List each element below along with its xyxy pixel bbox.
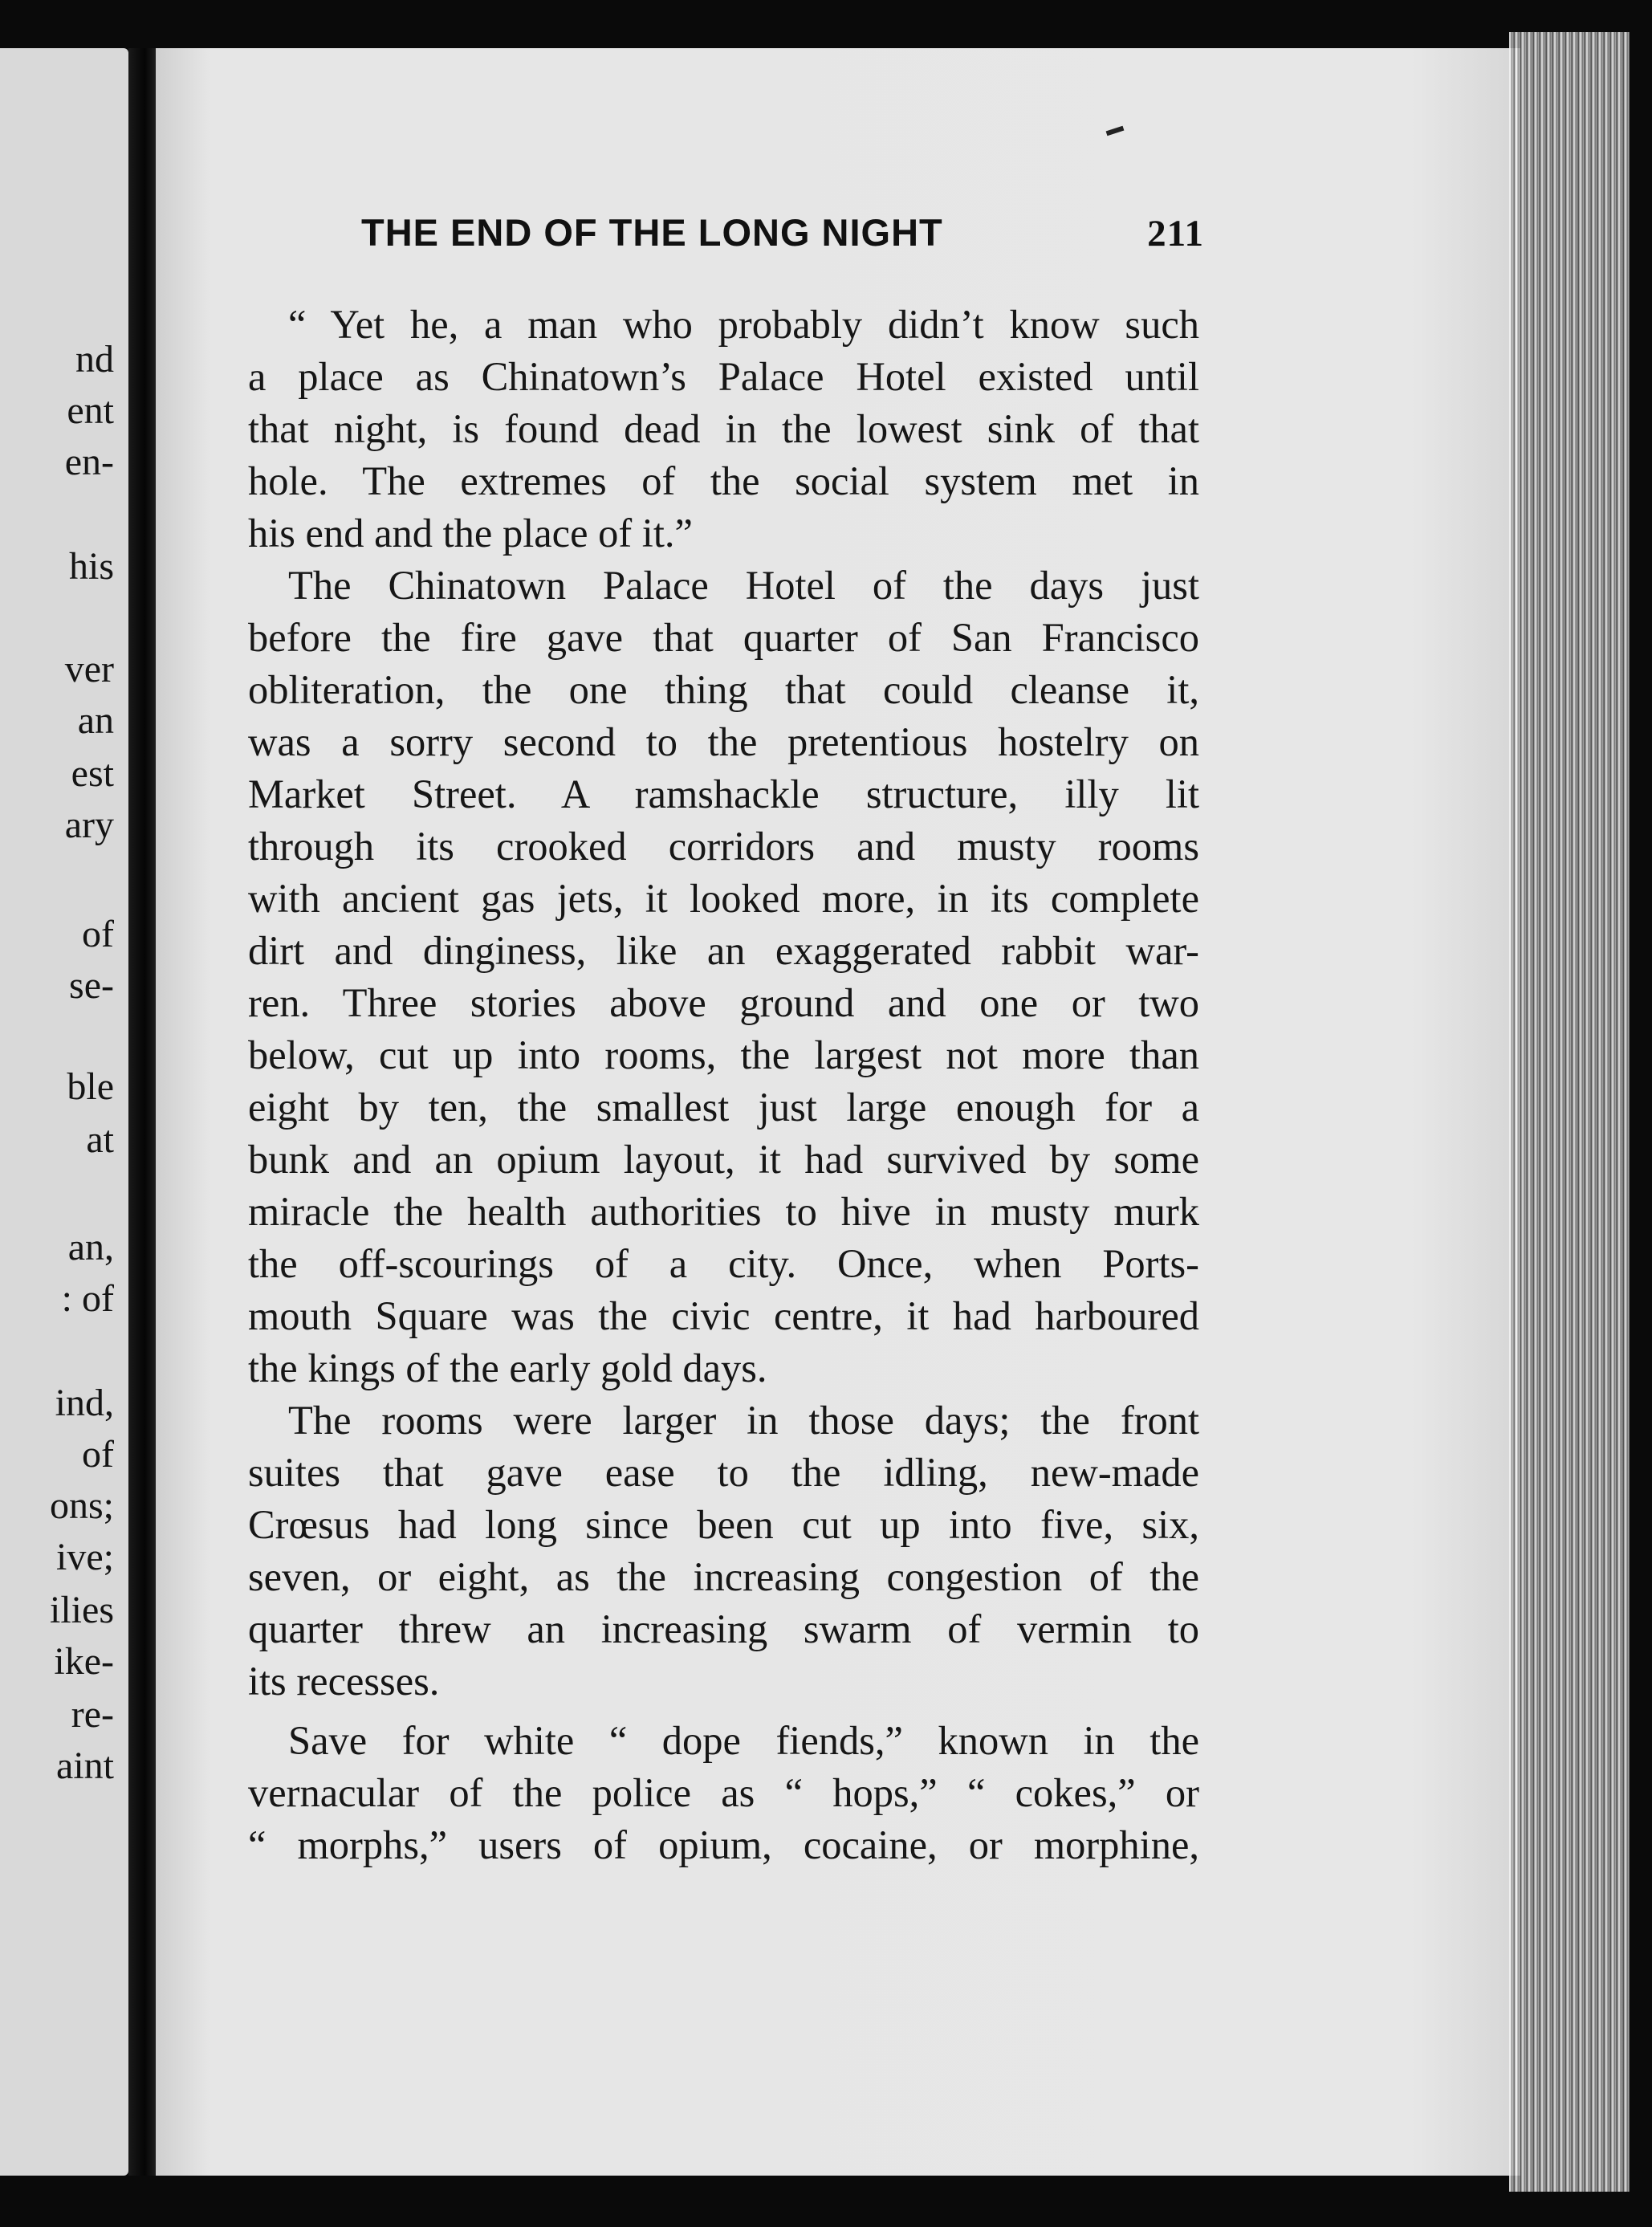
text-line: ren. Three stories above ground and one or two [248,980,1199,1025]
facing-page-text: ver [64,648,114,690]
text-line: its recesses. [248,1659,440,1704]
text-line: Market Street. A ramshackle structure, illy lit [248,772,1199,816]
text-line: his end and the place of it.” [248,511,693,556]
text-line: seven, or eight, as the increasing congestion of the [248,1554,1199,1599]
facing-page-text: se- [69,964,114,1007]
page-number: 211 [1147,213,1204,254]
facing-page-text: of [82,1433,114,1476]
facing-page-text: : of [61,1277,114,1320]
facing-page-text: ilies [50,1589,114,1631]
facing-page-text: ind, [55,1382,114,1424]
text-line: quarter threw an increasing swarm of vermin to [248,1606,1199,1651]
facing-page-text: his [68,545,114,588]
text-line: eight by ten, the smallest just large enough for a [248,1085,1199,1130]
text-line: The rooms were larger in those days; the front [288,1398,1199,1443]
text-line: suites that gave ease to the idling, new-made [248,1450,1199,1495]
paragraph [248,560,1199,1394]
text-line: the kings of the early gold days. [248,1346,767,1390]
facing-page-text: ons; [49,1484,114,1527]
paragraph [248,1715,1199,1871]
facing-page-text: at [86,1118,114,1161]
text-line: that night, is found dead in the lowest sink of that [248,406,1199,451]
facing-page-text: ent [67,389,114,432]
text-line: The Chinatown Palace Hotel of the days just [288,563,1199,608]
running-head [361,210,1204,255]
facing-page-text: an, [67,1226,114,1268]
facing-page-text: of [82,913,114,955]
text-line: was a sorry second to the pretentious hostelry on [248,719,1199,764]
facing-page-text: aint [56,1745,114,1787]
facing-page-text: ike- [54,1640,114,1683]
running-title: THE END OF THE LONG NIGHT [361,211,943,254]
text-line: Save for white “ dope fiends,” known in the [288,1718,1199,1763]
text-line: a place as Chinatown’s Palace Hotel existed until [248,354,1199,399]
text-line: through its crooked corridors and musty rooms [248,824,1199,869]
text-line: before the fire gave that quarter of San Francisco [248,615,1199,660]
facing-page-text: nd [75,338,114,381]
paragraph [248,1394,1199,1708]
text-line: the off-scourings of a city. Once, when Ports- [248,1241,1199,1286]
facing-page-text: est [71,752,114,795]
facing-page-text: ble [67,1065,114,1108]
text-line: with ancient gas jets, it looked more, in its complete [248,876,1199,921]
text-line: below, cut up into rooms, the largest not more than [248,1032,1199,1077]
facing-page-text: re- [71,1693,114,1736]
text-line: Crœsus had long since been cut up into five, six, [248,1502,1199,1547]
body-text [248,299,1199,1871]
facing-page-text: ive; [56,1536,114,1578]
page-edges [1509,32,1630,2192]
facing-page-fragment [0,48,128,2176]
text-line: “ morphs,” users of opium, cocaine, or morphine, [248,1822,1199,1867]
facing-page-text: ary [64,804,114,846]
paragraph [248,299,1199,560]
book-gutter [128,48,156,2176]
text-line: mouth Square was the civic centre, it had harboured [248,1293,1199,1338]
facing-page-text: en- [64,441,114,483]
text-line: “ Yet he, a man who probably didn’t know such [288,302,1199,347]
text-line: miracle the health authorities to hive in musty murk [248,1189,1199,1234]
text-line: dirt and dinginess, like an exaggerated rabbit war- [248,928,1199,973]
text-line: vernacular of the police as “ hops,” “ cokes,” or [248,1770,1199,1815]
facing-page-text: an [77,699,114,742]
text-line: obliteration, the one thing that could cleanse it, [248,667,1199,712]
text-line: hole. The extremes of the social system met in [248,458,1199,503]
text-line: bunk and an opium layout, it had survived by some [248,1137,1199,1182]
